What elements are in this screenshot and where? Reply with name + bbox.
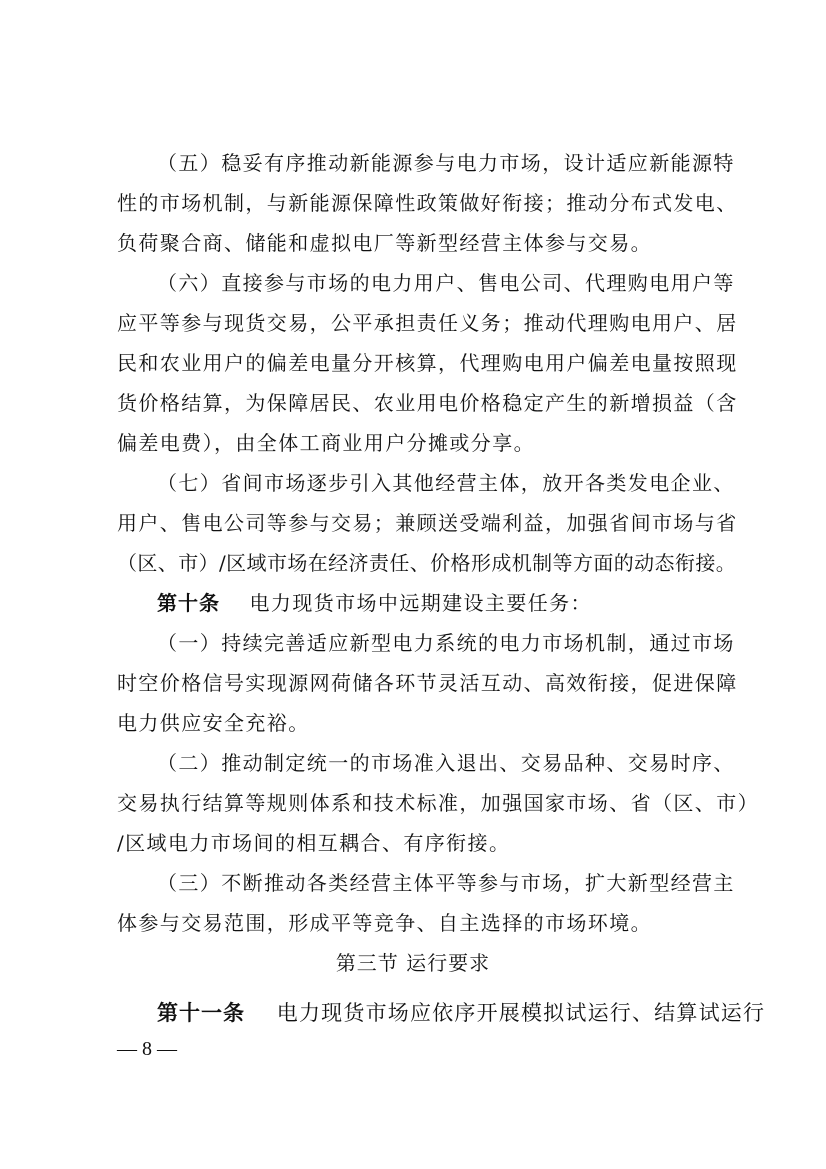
text-line: 负荷聚合商、储能和虚拟电厂等新型经营主体参与交易。: [117, 231, 652, 255]
page-number: — 8 —: [117, 1038, 177, 1060]
text-line: （六）直接参与市场的电力用户、售电公司、代理购电用户等: [157, 271, 735, 295]
text-line: /区域电力市场间的相互耦合、有序衔接。: [117, 831, 511, 855]
text-line: 电力供应安全充裕。: [117, 711, 310, 735]
text-line: 时空价格信号实现源网荷储各环节灵活互动、高效衔接，促进保障: [117, 671, 738, 695]
text-line: 交易执行结算等规则体系和技术标准，加强国家市场、省（区、市）: [117, 791, 759, 815]
text-line: 货价格结算，为保障居民、农业用电价格稳定产生的新增损益（含: [117, 391, 738, 415]
text-line: （一）持续完善适应新型电力系统的电力市场机制，通过市场: [157, 631, 735, 655]
text-line: 偏差电费），由全体工商业用户分摊或分享。: [117, 431, 535, 455]
article-text: 电力现货市场中远期建设主要任务：: [249, 591, 592, 615]
text-line: （二）推动制定统一的市场准入退出、交易品种、交易时序、: [157, 751, 735, 775]
text-line: （七）省间市场逐步引入其他经营主体，放开各类发电企业、: [157, 471, 735, 495]
article-text: 电力现货市场应依序开展模拟试运行、结算试运行: [276, 1001, 766, 1025]
article-line: [157, 994, 766, 1032]
article-heading: 第十条: [157, 591, 220, 615]
text-line: （三）不断推动各类经营主体平等参与市场，扩大新型经营主: [157, 871, 735, 895]
text-line: （区、市）/区域市场在经济责任、价格形成机制等方面的动态衔接。: [117, 551, 737, 575]
article-line: [157, 584, 717, 622]
text-line: 应平等参与现货交易，公平承担责任义务；推动代理购电用户、居: [117, 311, 738, 335]
text-line: 用户、售电公司等参与交易；兼顾送受端利益，加强省间市场与省: [117, 511, 738, 535]
section-heading: 第三节 运行要求: [335, 951, 491, 975]
text-line: 性的市场机制，与新能源保障性政策做好衔接；推动分布式发电、: [117, 191, 738, 215]
article-heading: 第十一条: [157, 1000, 245, 1025]
text-line: 体参与交易范围，形成平等竞争、自主选择的市场环境。: [117, 911, 652, 935]
text-line: （五）稳妥有序推动新能源参与电力市场，设计适应新能源特: [157, 151, 735, 175]
text-line: 民和农业用户的偏差电量分开核算，代理购电用户偏差电量按照现: [117, 351, 738, 375]
